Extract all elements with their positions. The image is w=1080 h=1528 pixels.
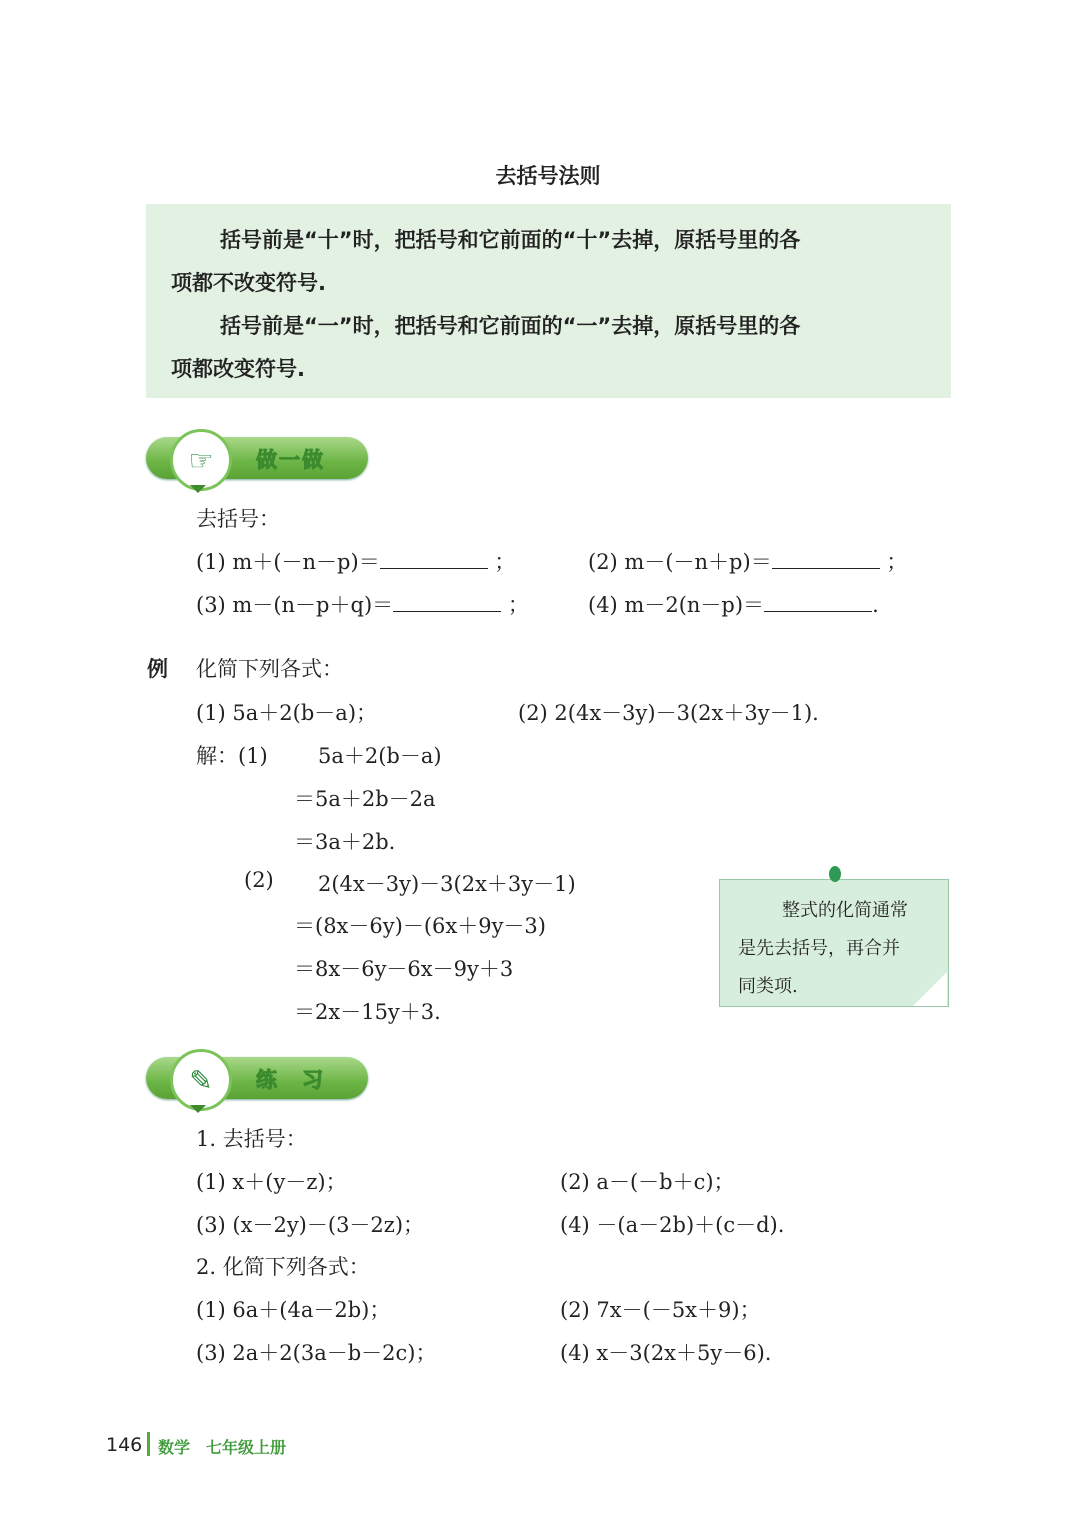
answer-blank[interactable] [380, 550, 488, 569]
practice-label: 练 习 [256, 1068, 325, 1092]
solution-step: ＝(8x－6y)－(6x＋9y－3) [294, 914, 546, 938]
practice-item: (4) x－3(2x＋5y－6). [560, 1341, 772, 1365]
solution-label: 解：(1) [196, 744, 268, 768]
item-text: (2) m－(－n＋p)＝ [588, 550, 772, 574]
rule-line: 括号前是“一”时，把括号和它前面的“一”去掉，原括号里的各 [220, 314, 801, 338]
example-prompt: 化简下列各式： [196, 657, 343, 681]
solution-step: 5a＋2(b－a) [318, 744, 442, 768]
page-curl-icon [913, 972, 947, 1006]
practice-item: (2) 7x－(－5x＋9)； [560, 1298, 761, 1322]
practice-item: (1) x＋(y－z)； [196, 1170, 347, 1194]
triangle-icon [190, 1105, 206, 1113]
rule-line: 括号前是“十”时，把括号和它前面的“十”去掉，原括号里的各 [220, 228, 801, 252]
note-line: 同类项. [738, 976, 798, 997]
practice-item: (1) 6a＋(4a－2b)； [196, 1298, 391, 1322]
activity-prompt: 去括号： [196, 507, 280, 531]
hand-icon: ☞ [170, 429, 232, 491]
solution-label-2: (2) [244, 868, 274, 892]
triangle-icon [190, 485, 206, 493]
punct: ； [886, 550, 908, 574]
answer-blank[interactable] [772, 550, 880, 569]
practice-item: (3) (x－2y)－(3－2z)； [196, 1213, 425, 1237]
section-title: 去括号法则 [495, 164, 601, 188]
footer-divider [147, 1432, 150, 1456]
punct: ； [507, 593, 529, 617]
item-text: (1) m＋(－n－p)＝ [196, 550, 380, 574]
pushpin-icon [829, 866, 841, 882]
solution-step: ＝2x－15y＋3. [294, 1000, 441, 1024]
solution-step: ＝8x－6y－6x－9y＋3 [294, 957, 514, 981]
pencil-icon: ✎ [170, 1049, 232, 1111]
solution-step: 2(4x－3y)－3(2x＋3y－1) [318, 872, 576, 896]
activity-item-4 [588, 589, 879, 619]
practice-item: (2) a－(－b＋c)； [560, 1170, 735, 1194]
note-line: 是先去括号，再合并 [738, 938, 900, 959]
activity-item-2 [588, 546, 907, 576]
activity-item-1 [196, 546, 515, 576]
item-text: (4) m－2(n－p)＝ [588, 593, 765, 617]
page-number: 146 [106, 1434, 143, 1456]
activity-banner [146, 437, 368, 479]
note-line: 整式的化简通常 [782, 900, 908, 921]
book-title: 数学 七年级上册 [158, 1438, 287, 1457]
solution-step: ＝3a＋2b. [294, 830, 396, 854]
example-q2: (2) 2(4x－3y)－3(2x＋3y－1). [518, 701, 819, 725]
rule-line: 项都改变符号. [171, 357, 305, 381]
punct: . [872, 593, 879, 617]
practice-q1: 1. 去括号： [196, 1127, 307, 1151]
activity-label: 做一做 [256, 448, 325, 472]
practice-item: (3) 2a＋2(3a－b－2c)； [196, 1341, 437, 1365]
item-text: (3) m－(n－p＋q)＝ [196, 593, 394, 617]
activity-item-3 [196, 589, 529, 619]
example-label: 例 [147, 657, 168, 681]
answer-blank[interactable] [393, 593, 501, 612]
solution-step: ＝5a＋2b－2a [294, 787, 436, 811]
punct: ； [494, 550, 516, 574]
practice-item: (4) －(a－2b)＋(c－d). [560, 1213, 785, 1237]
rule-line: 项都不改变符号. [171, 271, 326, 295]
example-q1: (1) 5a＋2(b－a)； [196, 701, 378, 725]
practice-q2: 2. 化简下列各式： [196, 1255, 370, 1279]
rule-box [146, 204, 951, 398]
answer-blank[interactable] [764, 593, 872, 612]
practice-banner [146, 1057, 368, 1099]
